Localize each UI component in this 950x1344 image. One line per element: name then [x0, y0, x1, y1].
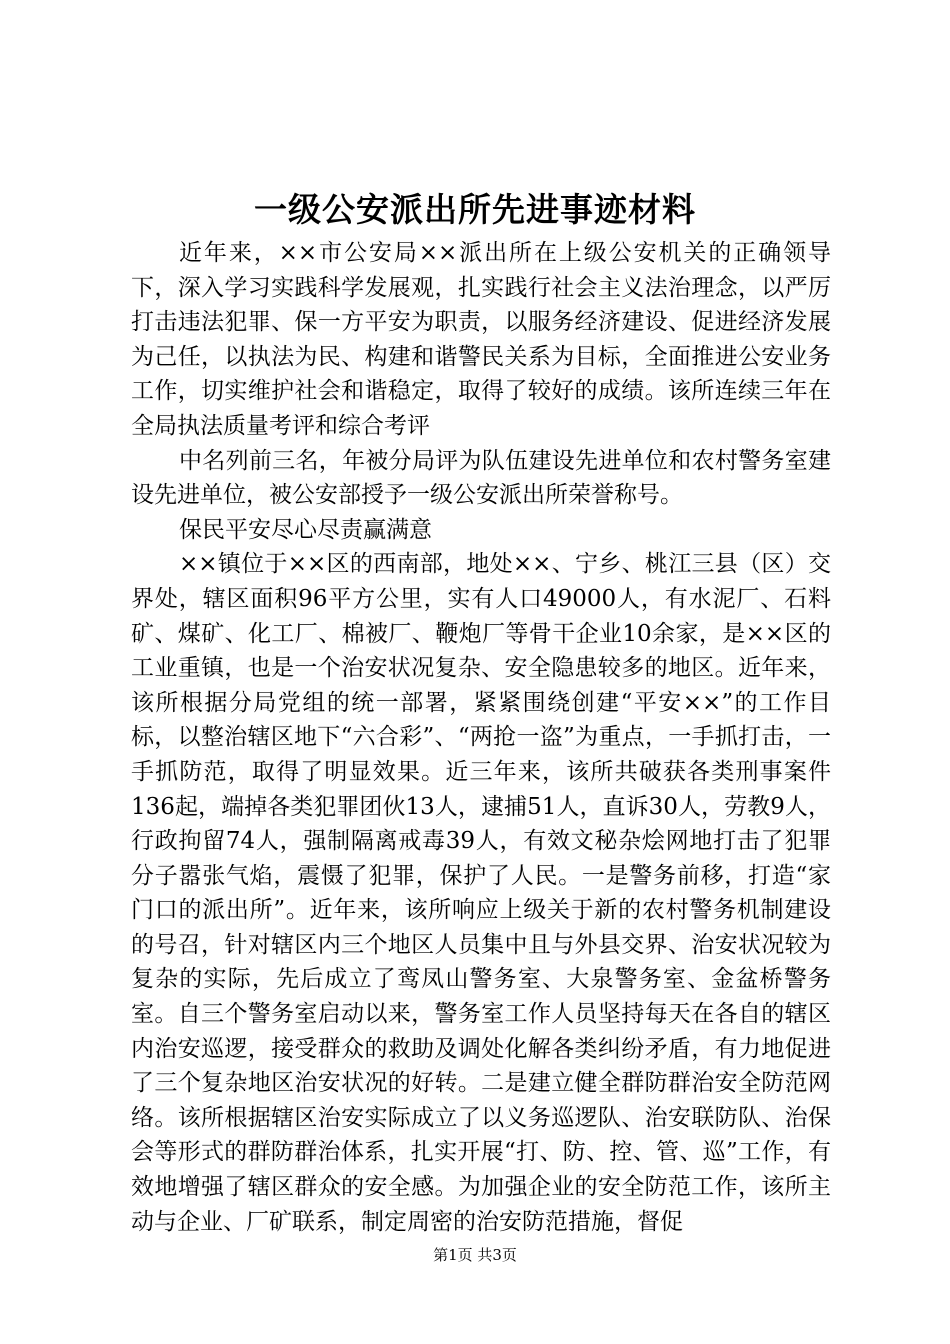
page-footer: 第1页 共3页 [433, 1246, 517, 1264]
document-body [131, 236, 831, 1239]
document-title: 一级公安派出所先进事迹材料 [254, 190, 696, 229]
paragraph-honors: 中名列前三名，年被分局评为队伍建设先进单位和农村警务室建设先进单位，被公安部授予一级公安派出所荣誉称号。 [131, 447, 831, 509]
paragraph-intro: 近年来，××市公安局××派出所在上级公安机关的正确领导下，深入学习实践科学发展观，扎实践行社会主义法治理念，以严厉打击违法犯罪、保一方平安为职责，以服务经济建设、促进经济发展为己任，以执法为民、构建和谐警民关系为目标，全面推进公安业务工作，切实维护社会和谐稳定，取得了较好的成绩。该所连续三年在全局执法质量考评和综合考评 [131, 240, 831, 439]
section-heading: 保民平安尽心尽责赢满意 [179, 516, 432, 543]
paragraph-main: ××镇位于××区的西南部，地处××、宁乡、桃江三县（区）交界处，辖区面积96平方公里，实有人口49000人，有水泥厂、石料矿、煤矿、化工厂、棉被厂、鞭炮厂等骨干企业10余家，是××区的工业重镇，也是一个治安状况复杂、安全隐患较多的地区。近年来，该所根据分局党组的统一部署，紧紧围绕创建“平安××”的工作目标，以整治辖区地下“六合彩”、“两抢一盗”为重点，一手抓打击，一手抓防范，取得了明显效果。近三年来，该所共破获各类刑事案件136起，端掉各类犯罪团伙13人，逮捕51人，直诉30人，劳教9人，行政拘留74人，强制隔离戒毒39人，有效文秘杂烩网地打击了犯罪分子嚣张气焰，震慑了犯罪，保护了人民。一是警务前移，打造“家门口的派出所”。近年来，该所响应上级关于新的农村警务机制建设的号召，针对辖区内三个地区人员集中且与外县交界、治安状况较为复杂的实际，先后成立了鸾凤山警务室、大泉警务室、金盆桥警务室。自三个警务室启动以来，警务室工作人员坚持每天在各自的辖区内治安巡逻，接受群众的救助及调处化解各类纠纷矛盾，有力地促进了三个复杂地区治安状况的好转。二是建立健全群防群治安全防范网络。该所根据辖区治安实际成立了以义务巡逻队、治安联防队、治保会等形式的群防群治体系，扎实开展“打、防、控、管、巡”工作，有效地增强了辖区群众的安全感。为加强企业的安全防范工作，该所主动与企业、厂矿联系，制定周密的治安防范措施，督促 [131, 551, 831, 1235]
